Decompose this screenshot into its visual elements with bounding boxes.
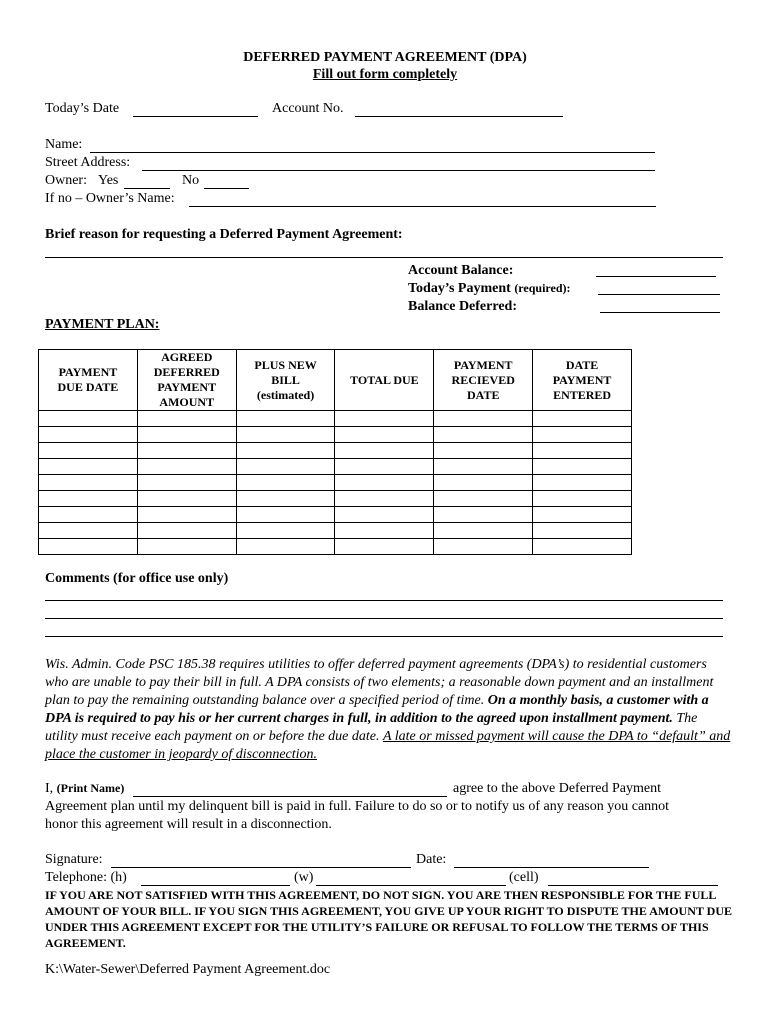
form-title: DEFERRED PAYMENT AGREEMENT (DPA) (243, 50, 527, 65)
table-cell[interactable] (434, 411, 533, 427)
table-cell[interactable] (533, 539, 632, 555)
table-row (39, 507, 632, 523)
col-payment-due-date: PAYMENT DUE DATE (39, 350, 138, 411)
agreement-line3: honor this agreement will result in a disconnection. (45, 817, 332, 832)
table-cell[interactable] (236, 523, 335, 539)
form-subtitle: Fill out form completely (312, 67, 458, 82)
todays-payment-label (408, 281, 571, 298)
table-cell[interactable] (137, 491, 236, 507)
name-label: Name: (45, 137, 83, 152)
table-cell[interactable] (236, 475, 335, 491)
signature-field[interactable] (111, 867, 411, 868)
col-plus-new-bill: PLUS NEW BILL (estimated) (236, 350, 335, 411)
table-cell[interactable] (39, 475, 138, 491)
table-cell[interactable] (335, 539, 434, 555)
telephone-work-field[interactable] (316, 885, 506, 886)
table-cell[interactable] (236, 459, 335, 475)
telephone-cell-field[interactable] (548, 885, 718, 886)
telephone-cell-label: (cell) (509, 870, 539, 885)
owner-no-label: No (182, 173, 200, 188)
table-row (39, 443, 632, 459)
todays-date-field[interactable] (133, 116, 258, 117)
table-cell[interactable] (533, 475, 632, 491)
table-cell[interactable] (434, 539, 533, 555)
table-cell[interactable] (236, 443, 335, 459)
payment-plan-table (38, 349, 632, 555)
table-cell[interactable] (434, 507, 533, 523)
comments-label: Comments (for office use only) (45, 571, 229, 586)
owner-yes-field[interactable] (124, 188, 170, 189)
print-name-label: (Print Name) (56, 781, 125, 795)
legal-underline-text: A late or missed payment will cause the DPA to “default” and place the customer in jeopardy of disconnection. (45, 729, 731, 762)
table-cell[interactable] (533, 443, 632, 459)
telephone-home-label: Telephone: (h) (45, 870, 127, 885)
print-name-field[interactable] (133, 796, 447, 797)
required-note: (required): (514, 281, 571, 295)
legal-italic-text-2: The utility must receive each payment on or before the due date. (45, 711, 698, 744)
owner-yes-label: Yes (98, 173, 119, 188)
table-row (39, 475, 632, 491)
table-cell[interactable] (335, 459, 434, 475)
owners-name-label: If no – Owner’s Name: (45, 191, 175, 206)
table-cell[interactable] (39, 539, 138, 555)
agreement-prefix: I, (Print Name) (45, 781, 125, 796)
warning-notice: IF YOU ARE NOT SATISFIED WITH THIS AGREEMENT, DO NOT SIGN. YOU ARE THEN RESPONSIBLE FOR THE FULL AMOUNT OF YOUR BILL. IF YOU SIGN THIS AGREEMENT, YOU GIVE UP YOUR RIGHT TO DISPUTE THE AMOUNT DUE UNDER THIS AGREEMENT EXCEPT FOR THE UTILITY’S FAILURE OR REFUSAL TO FOLLOW THE TERMS OF THIS AGREEMENT. (45, 888, 733, 950)
legal-paragraph (45, 656, 733, 764)
table-cell[interactable] (434, 475, 533, 491)
todays-payment-text: Today’s Payment (408, 281, 511, 296)
table-cell[interactable] (434, 443, 533, 459)
agreement-line2: Agreement plan until my delinquent bill is paid in full. Failure to do so or to notify us of any reason you cannot (45, 799, 670, 814)
name-field[interactable] (90, 152, 655, 153)
table-row (39, 459, 632, 475)
reason-label: Brief reason for requesting a Deferred Payment Agreement: (45, 227, 403, 242)
table-cell[interactable] (236, 491, 335, 507)
table-cell[interactable] (335, 427, 434, 443)
table-cell[interactable] (137, 539, 236, 555)
table-cell[interactable] (137, 411, 236, 427)
comments-line-1[interactable] (45, 600, 723, 601)
table-header-row (39, 350, 632, 411)
signature-label: Signature: (45, 852, 103, 867)
legal-italic-text: Wis. Admin. Code PSC 185.38 requires utilities to offer deferred payment agreements (DPA’s) to residential customers who are unable to pay their bill in full. A DPA consists of two elements; a reasonable down payment and an installment plan to pay the remaining outstanding balance over a specified period of time. (45, 657, 714, 708)
account-balance-label: Account Balance: (408, 263, 514, 278)
table-row (39, 411, 632, 427)
table-cell[interactable] (137, 459, 236, 475)
date-label: Date: (416, 852, 447, 867)
payment-plan-heading: PAYMENT PLAN: (45, 317, 160, 332)
account-no-field[interactable] (355, 116, 563, 117)
table-cell[interactable] (335, 491, 434, 507)
col-agreed-deferred-amount: AGREED DEFERRED PAYMENT AMOUNT (137, 350, 236, 411)
account-no-label: Account No. (272, 101, 344, 116)
comments-line-2[interactable] (45, 618, 723, 619)
signature-date-field[interactable] (454, 867, 649, 868)
table-cell[interactable] (137, 475, 236, 491)
table-cell[interactable] (533, 507, 632, 523)
table-cell[interactable] (137, 507, 236, 523)
table-cell[interactable] (236, 539, 335, 555)
owners-name-field[interactable] (189, 206, 656, 207)
table-row (39, 523, 632, 539)
table-cell[interactable] (39, 491, 138, 507)
col-date-payment-entered: DATE PAYMENT ENTERED (533, 350, 632, 411)
col-payment-received-date: PAYMENT RECIEVED DATE (434, 350, 533, 411)
footer-file-path: K:\Water-Sewer\Deferred Payment Agreement.doc (45, 962, 331, 977)
balance-deferred-field[interactable] (600, 312, 720, 313)
agreement-line1-suffix: agree to the above Deferred Payment (453, 781, 661, 796)
table-cell[interactable] (533, 459, 632, 475)
table-cell[interactable] (39, 411, 138, 427)
table-cell[interactable] (533, 427, 632, 443)
table-cell[interactable] (335, 507, 434, 523)
table-row (39, 427, 632, 443)
todays-payment-field[interactable] (598, 294, 720, 295)
account-balance-field[interactable] (596, 276, 716, 277)
table-cell[interactable] (39, 427, 138, 443)
table-cell[interactable] (39, 507, 138, 523)
reason-field[interactable] (45, 257, 723, 258)
table-cell[interactable] (137, 443, 236, 459)
table-cell[interactable] (335, 411, 434, 427)
table-cell[interactable] (137, 523, 236, 539)
telephone-home-field[interactable] (141, 885, 290, 886)
owner-no-field[interactable] (204, 188, 249, 189)
table-cell[interactable] (533, 491, 632, 507)
table-row (39, 539, 632, 555)
table-cell[interactable] (533, 411, 632, 427)
table-cell[interactable] (236, 507, 335, 523)
table-cell[interactable] (39, 443, 138, 459)
comments-line-3[interactable] (45, 636, 723, 637)
table-cell[interactable] (434, 427, 533, 443)
table-cell[interactable] (533, 523, 632, 539)
table-cell[interactable] (335, 475, 434, 491)
street-address-field[interactable] (142, 170, 655, 171)
table-cell[interactable] (434, 459, 533, 475)
table-cell[interactable] (137, 427, 236, 443)
owner-label: Owner: (45, 173, 87, 188)
col-total-due: TOTAL DUE (335, 350, 434, 411)
table-cell[interactable] (236, 411, 335, 427)
table-cell[interactable] (236, 427, 335, 443)
legal-bold-text: On a monthly basis, a customer with a DPA is required to pay his or her current charges in full, in addition to the agreed upon installment payment. (45, 693, 709, 726)
table-cell[interactable] (335, 443, 434, 459)
table-cell[interactable] (434, 523, 533, 539)
table-cell[interactable] (335, 523, 434, 539)
street-address-label: Street Address: (45, 155, 131, 170)
todays-date-label: Today’s Date (45, 101, 120, 116)
telephone-work-label: (w) (294, 870, 314, 885)
balance-deferred-label: Balance Deferred: (408, 299, 517, 314)
table-cell[interactable] (39, 523, 138, 539)
table-cell[interactable] (39, 459, 138, 475)
table-row (39, 491, 632, 507)
table-cell[interactable] (434, 491, 533, 507)
